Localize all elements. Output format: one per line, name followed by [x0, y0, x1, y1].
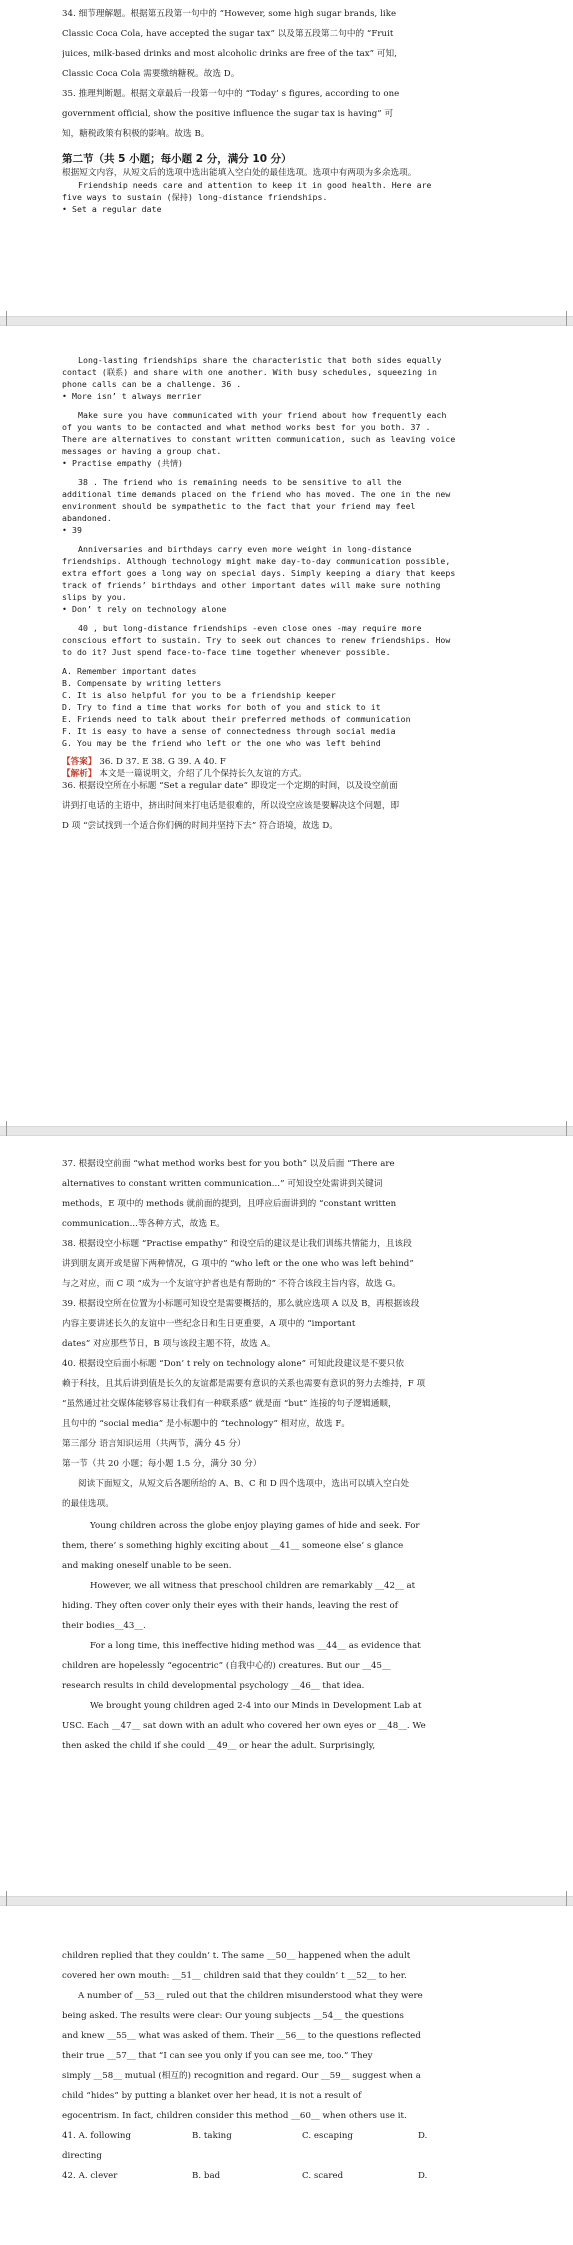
- page-2: [0, 326, 573, 1126]
- passage-line: slips by you.: [62, 592, 127, 602]
- passage-paragraph: [62, 622, 523, 658]
- analysis-label: 【解析】: [62, 769, 97, 779]
- page-3: [0, 1136, 573, 1896]
- passage-line: contact (联系) and share with one another. With busy schedules, squeezing in: [62, 367, 437, 377]
- option-a: A. Remember important dates: [62, 666, 197, 676]
- cloze-line: A number of __53__ ruled out that the children misunderstood what they were: [78, 1991, 423, 2001]
- q42-option-a: 42. A. clever: [62, 2171, 118, 2181]
- q41-option-c: C. escaping: [302, 2131, 354, 2141]
- section-one-title: 第一节（共 20 小题；每小题 1.5 分，满分 30 分）: [62, 1459, 262, 1469]
- explanation-34-line-2: Classic Coca Cola, have accepted the sugar tax” 以及第五段第二句中的 “Fruit: [62, 29, 394, 39]
- cloze-line: their bodies__43__.: [62, 1621, 146, 1631]
- q41-option-a: 41. A. following: [62, 2131, 132, 2141]
- cloze-line: USC. Each __47__ sat down with an adult who covered her own eyes or __48__. We: [62, 1721, 426, 1731]
- cloze-line: children replied that they couldn’ t. The same __50__ happened when the adult: [62, 1951, 411, 1961]
- cloze-line: children are hopelessly “egocentric” (自我中心的) creatures. But our __45__: [62, 1661, 391, 1671]
- explanation-line: communication...等各种方式，故选 E。: [62, 1219, 225, 1229]
- option-c: C. It is also helpful for you to be a friendship keeper: [62, 690, 336, 700]
- explanation-line: 讲到朋友离开或是留下两种情况，G 项中的 “who left or the one who was left behind”: [62, 1259, 414, 1269]
- cloze-line: then asked the child if she could __49__ or hear the adult. Surprisingly,: [62, 1741, 376, 1751]
- passage-paragraph: [62, 409, 523, 469]
- passage-line: Anniversaries and birthdays carry even more weight in long-distance: [78, 544, 412, 554]
- passage-intro-line-1: Friendship needs care and attention to keep it in good health. Here are: [78, 180, 432, 190]
- passage-paragraph: [62, 543, 523, 615]
- option-d: D. Try to find a time that works for both of you and stick to it: [62, 702, 381, 712]
- cloze-instruction: 阅读下面短文，从短文后各题所给的 A、B、C 和 D 四个选项中，选出可以填入空白处: [78, 1479, 410, 1489]
- explanation-34-line-3: juices, milk-based drinks and most alcoholic drinks are free of the tax” 可知,: [62, 49, 397, 59]
- passage-line: There are alternatives to constant written communication, such as leaving voice: [62, 434, 456, 444]
- option-b: B. Compensate by writing letters: [62, 678, 222, 688]
- passage-intro-line-2: five ways to sustain (保持) long-distance friendships.: [62, 192, 328, 202]
- passage-line: 38 . The friend who is remaining needs to be sensitive to all the: [78, 477, 402, 487]
- subheading: • 39: [62, 525, 82, 535]
- page-4: [0, 1906, 573, 2245]
- cloze-line: covered her own mouth: __51__ children said that they couldn’ t __52__ to her.: [62, 1971, 407, 1981]
- explanation-line: methods，E 项中的 methods 就前面的提到，且呼应后面讲到的 “constant written: [62, 1199, 397, 1209]
- q41-option-d: D.: [418, 2131, 428, 2141]
- cloze-line: research results in child developmental psychology __46__ that idea.: [62, 1681, 365, 1691]
- passage-line: conscious effort to sustain. Try to seek out chances to renew friendships. How: [62, 635, 451, 645]
- explanation-line: 内容主要讲述长久的友谊中一些纪念日和生日更重要，A 项中的 “important: [62, 1319, 356, 1329]
- options-list: [62, 665, 523, 749]
- q41-option-b: B. taking: [192, 2131, 232, 2141]
- q42-option-c: C. scared: [302, 2171, 344, 2181]
- passage-line: phone calls can be a challenge. 36 .: [62, 379, 242, 389]
- cloze-line: egocentrism. In fact, children consider this method __60__ when others use it.: [62, 2111, 407, 2121]
- explanation-34-line-4: Classic Coca Cola 需要缴纳糖税。故选 D。: [62, 69, 240, 79]
- explanation-line: 且句中的 “social media” 是小标题中的 “technology” 相对应，故选 F。: [62, 1419, 350, 1429]
- explanation-line: dates” 对应那些节日，B 项与该段主题不符，故选 A。: [62, 1339, 276, 1349]
- cloze-line: hiding. They often cover only their eyes with their hands, leaving the rest of: [62, 1601, 399, 1611]
- subheading-set-regular-date: • Set a regular date: [62, 204, 162, 214]
- cloze-line: simply __58__ mutual (相互的) recognition and regard. Our __59__ suggest when a: [62, 2071, 421, 2081]
- cloze-line: Young children across the globe enjoy playing games of hide and seek. For: [90, 1521, 420, 1531]
- section-instruction: 根据短文内容，从短文后的选项中选出能填入空白处的最佳选项。选项中有两项为多余选项。: [62, 168, 417, 178]
- passage-line: additional time demands placed on the friend who has moved. The one in the new: [62, 489, 451, 499]
- explanation-36-line-1: 36. 根据设空所在小标题 “Set a regular date” 即设定一个定期的时间，以及设空前面: [62, 781, 398, 791]
- explanation-line: 38. 根据设空小标题 “Practise empathy” 和设空后的建议是让我们训练共情能力，且该段: [62, 1239, 412, 1249]
- passage-line: messages or having a group chat.: [62, 446, 222, 456]
- cloze-line: We brought young children aged 2-4 into our Minds in Development Lab at: [90, 1701, 422, 1711]
- explanation-36-line-3: D 项 “尝试找到一个适合你们俩的时间并坚持下去” 符合语境，故选 D。: [62, 821, 338, 831]
- question-42: [62, 2170, 523, 2182]
- cloze-line: child “hides” by putting a blanket over her head, it is not a result of: [62, 2091, 362, 2101]
- cloze-line: being asked. The results were clear: Our young subjects __54__ the questions: [62, 2011, 405, 2021]
- passage-paragraph: [62, 354, 523, 402]
- passage-line: friendships. Although technology might make day-to-day communication possible,: [62, 556, 451, 566]
- cloze-line: For a long time, this ineffective hiding method was __44__ as evidence that: [90, 1641, 421, 1651]
- cloze-line: them, there’ s something highly exciting about __41__ someone else’ s glance: [62, 1541, 404, 1551]
- passage-line: 40 , but long-distance friendships -even close ones -may require more: [78, 623, 422, 633]
- question-41: [62, 2130, 523, 2142]
- explanation-36-line-2: 讲到打电话的主语中，挤出时间来打电话是很难的，所以设空应该是要解决这个问题，即: [62, 801, 400, 811]
- cloze-line: their true __57__ that “I can see you only if you can see me, too.” They: [62, 2051, 373, 2061]
- explanation-line: 赖于科技，且其后讲到值是长久的友谊都是需要有意识的关系也需要有意识的努力去维持，F 项: [62, 1379, 426, 1389]
- passage-line: Make sure you have communicated with your friend about how frequently each: [78, 410, 447, 420]
- explanation-35-line-1: 35. 推理判断题。根据文章最后一段第一句中的 “Today’ s figures, according to one: [62, 89, 400, 99]
- passage-line: to do it? Just spend face-to-face time together whenever possible.: [62, 647, 391, 657]
- analysis-text: 本文是一篇说明文，介绍了几个保持长久友谊的方式。: [99, 769, 307, 779]
- analysis-line: [62, 768, 523, 780]
- answer-label: 【答案】: [62, 757, 97, 767]
- passage-line: track of friends’ birthdays and other important dates will make sure nothing: [62, 580, 441, 590]
- passage-paragraph: [62, 476, 523, 536]
- subheading: • Practise empathy (共情): [62, 458, 184, 468]
- explanation-35-line-2: government official, show the positive influence the sugar tax is having” 可: [62, 109, 394, 119]
- option-g: G. You may be the friend who left or the one who was left behind: [62, 738, 381, 748]
- explanation-line: 与之对应，而 C 项 “成为一个友谊守护者也是有帮助的” 不符合该段主旨内容，故选 G。: [62, 1279, 401, 1289]
- passage-line: Long-lasting friendships share the characteristic that both sides equally: [78, 355, 442, 365]
- passage-line: extra effort goes a long way on special days. Simply keeping a diary that keeps: [62, 568, 456, 578]
- explanation-34-line-1: 34. 细节理解题。根据第五段第一句中的 “However, some high sugar brands, like: [62, 9, 397, 19]
- page-separator: [0, 1126, 573, 1136]
- cloze-instruction: 的最佳选项。: [62, 1499, 114, 1509]
- q42-option-d: D.: [418, 2171, 428, 2181]
- subheading: • Don’ t rely on technology alone: [62, 604, 227, 614]
- answer-line: [62, 756, 523, 768]
- option-e: E. Friends need to talk about their preferred methods of communication: [62, 714, 411, 724]
- cloze-line: and knew __55__ what was asked of them. Their __56__ to the questions reflected: [62, 2031, 421, 2041]
- q42-option-b: B. bad: [192, 2171, 221, 2181]
- passage-line: environment should be sympathetic to the fact that your friend may feel: [62, 501, 416, 511]
- page-separator: [0, 316, 573, 326]
- explanation-line: 40. 根据设空后面小标题 “Don’ t rely on technology alone” 可知此段建议是不要只依: [62, 1359, 404, 1369]
- page-separator: [0, 1896, 573, 1906]
- explanation-line: alternatives to constant written communication...” 可知设空处需讲到关键词: [62, 1179, 383, 1189]
- part-three-title: 第三部分 语言知识运用（共两节，满分 45 分）: [62, 1439, 246, 1449]
- cloze-line: However, we all witness that preschool children are remarkably __42__ at: [90, 1581, 416, 1591]
- page-1: [0, 0, 573, 316]
- explanation-35-line-3: 知，糖税政策有积极的影响。故选 B。: [62, 129, 210, 139]
- passage-line: abandoned.: [62, 513, 112, 523]
- answer-text: 36. D 37. E 38. G 39. A 40. F: [99, 757, 226, 767]
- option-f: F. It is easy to have a sense of connectedness through social media: [62, 726, 396, 736]
- explanation-line: 39. 根据设空所在位置为小标题可知设空是需要概括的，那么就应选项 A 以及 B，再根据该段: [62, 1299, 420, 1309]
- explanation-line: 37. 根据设空前面 “what method works best for you both” 以及后面 “There are: [62, 1159, 395, 1169]
- q41-option-d-text: directing: [62, 2151, 102, 2161]
- section-title: 第二节（共 5 小题；每小题 2 分，满分 10 分）: [62, 153, 292, 165]
- cloze-line: and making oneself unable to be seen.: [62, 1561, 232, 1571]
- explanation-line: “虽然通过社交媒体能够容易让我们有一种联系感” 就是面 “but” 连接的句子逻辑通顺，: [62, 1399, 397, 1409]
- passage-line: of you wants to be contacted and what method works best for you both. 37 .: [62, 422, 431, 432]
- subheading: • More isn’ t always merrier: [62, 391, 202, 401]
